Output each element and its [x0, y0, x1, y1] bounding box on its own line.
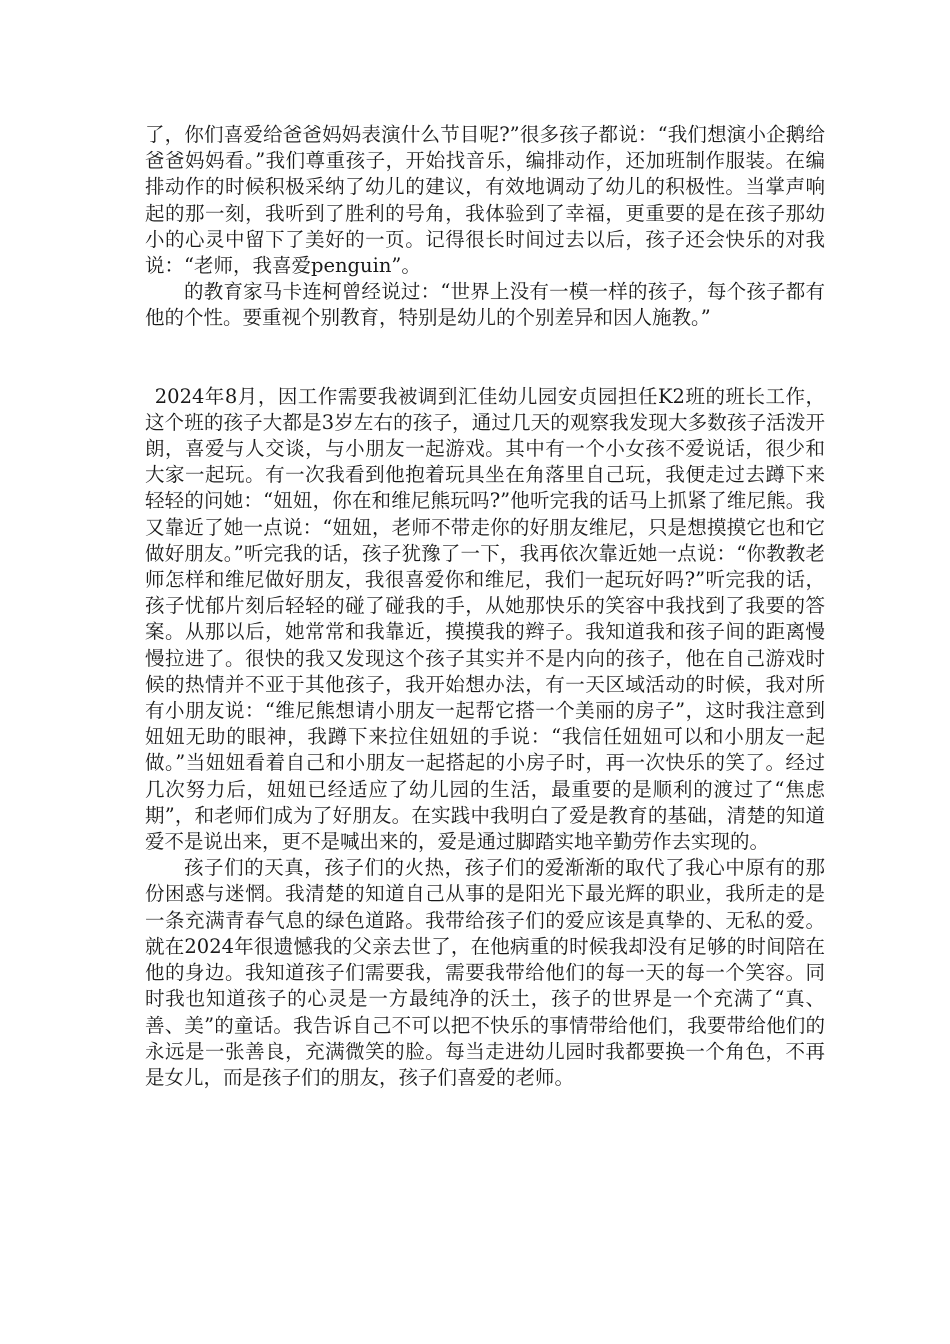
paragraph-makarenko-quote: 的教育家马卡连柯曾经说过：“世界上没有一模一样的孩子，每个孩子都有他的个性。要重视个别教育，特别是幼儿的个别差异和因人施教。”	[145, 280, 825, 330]
paragraph-reflection: 孩子们的天真，孩子们的火热，孩子们的爱渐渐的取代了我心中原有的那份困惑与迷惘。我清楚的知道自己从事的是阳光下最光辉的职业，我所走的是一条充满青春气息的绿色道路。我带给孩子们的爱应该是真挚的、无私的爱。就在2024年很遗憾我的父亲去世了，在他病重的时候我却没有足够的时间陪在他的身边。我知道孩子们需要我，需要我带给他们的每一天的每一个笑容。同时我也知道孩子的心灵是一方最纯净的沃土，孩子的世界是一个充满了“真、善、美”的童话。我告诉自己不可以把不快乐的事情带给他们，我要带给他们的永远是一张善良，充满微笑的脸。每当走进幼儿园时我都要换一个角色，不再是女儿，而是孩子们的朋友，孩子们喜爱的老师。	[145, 856, 825, 1089]
paragraph-spacer	[145, 332, 825, 384]
document-body	[145, 122, 825, 1091]
paragraph-niuniu-story: 2024年8月，因工作需要我被调到汇佳幼儿园安贞园担任K2班的班长工作，这个班的孩子大都是3岁左右的孩子，通过几天的观察我发现大多数孩子活泼开朗，喜爱与人交谈，与小朋友一起游戏。其中有一个小女孩不爱说话，很少和大家一起玩。有一次我看到他抱着玩具坐在角落里自己玩，我便走过去蹲下来轻轻的问她：“妞妞，你在和维尼熊玩吗?”他听完我的话马上抓紧了维尼熊。我又靠近了她一点说：“妞妞，老师不带走你的好朋友维尼，只是想摸摸它也和它做好朋友。”听完我的话，孩子犹豫了一下，我再依次靠近她一点说：“你教教老师怎样和维尼做好朋友，我很喜爱你和维尼，我们一起玩好吗?”听完我的话，孩子忧郁片刻后轻轻的碰了碰我的手，从她那快乐的笑容中我找到了我要的答案。从那以后，她常常和我靠近，摸摸我的辫子。我知道我和孩子间的距离慢慢拉进了。很快的我又发现这个孩子其实并不是内向的孩子，他在自己游戏时候的热情并不亚于其他孩子，我开始想办法，有一天区域活动的时候，我对所有小朋友说：“维尼熊想请小朋友一起帮它搭一个美丽的房子”，这时我注意到妞妞无助的眼神，我蹲下来拉住妞妞的手说：“我信任妞妞可以和小朋友一起做。”当妞妞看着自己和小朋友一起搭起的小房子时，再一次快乐的笑了。经过几次努力后，妞妞已经适应了幼儿园的生活，最重要的是顺利的渡过了“焦虑期”，和老师们成为了好朋友。在实践中我明白了爱是教育的基础，清楚的知道爱不是说出来，更不是喊出来的，爱是通过脚踏实地辛勤劳作去实现的。	[145, 384, 825, 854]
paragraph-penguin-performance: 了，你们喜爱给爸爸妈妈表演什么节目呢?”很多孩子都说：“我们想演小企鹅给爸爸妈妈看。”我们尊重孩子，开始找音乐，编排动作，还加班制作服装。在编排动作的时候积极采纳了幼儿的建议，有效地调动了幼儿的积极性。当掌声响起的那一刻，我听到了胜利的号角，我体验到了幸福，更重要的是在孩子那幼小的心灵中留下了美好的一页。记得很长时间过去以后，孩子还会快乐的对我说：“老师，我喜爱penguin”。	[145, 123, 825, 278]
